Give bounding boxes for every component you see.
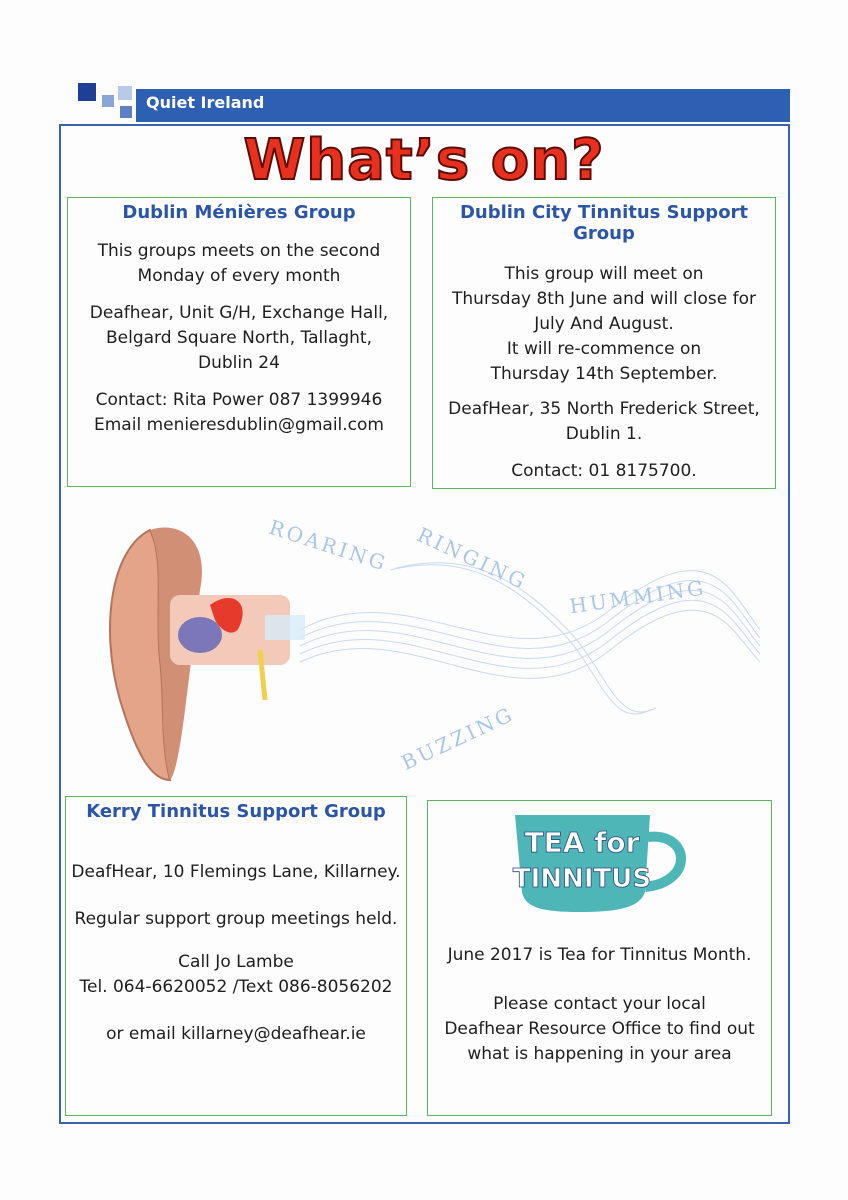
word-roaring: ROARING [266, 514, 391, 576]
text-line: Please contact your local [493, 994, 706, 1014]
text-line: It will re-commence on [506, 339, 702, 359]
eardrum [265, 615, 305, 640]
meetings-line: Regular support group meetings held. [74, 909, 398, 929]
text-line: what is happening in your area [467, 1044, 732, 1064]
contact-line: Contact: Rita Power 087 1399946 [95, 390, 383, 410]
address-line: DeafHear, 10 Flemings Lane, Killarney. [71, 862, 401, 882]
tea-logo-line1: TEA for [524, 826, 639, 859]
header-title: Quiet Ireland [146, 93, 265, 112]
text-line: Deafhear Resource Office to find out [444, 1019, 755, 1039]
email-line: Email menieresdublin@gmail.com [94, 415, 384, 435]
address-line: Belgard Square North, Tallaght, [105, 328, 373, 348]
menieres-title: Dublin Ménières Group [122, 202, 356, 223]
text-line: This groups meets on the second [97, 241, 381, 261]
decor-square [78, 83, 96, 101]
cochlea [178, 617, 222, 653]
word-humming: HUMMING [567, 575, 708, 619]
address-line: DeafHear, 35 North Frederick Street, [448, 399, 760, 419]
ear-illustration [90, 510, 770, 800]
call-line: Call Jo Lambe [178, 952, 294, 972]
address-line: Dublin 24 [198, 353, 280, 373]
tea-logo-line2: TINNITUS [512, 864, 651, 894]
decor-square [120, 106, 132, 118]
dublin-tinnitus-title: Dublin City Tinnitus Support Group [459, 202, 749, 244]
tea-for-tinnitus-box [427, 800, 772, 1116]
text-line: July And August. [534, 314, 674, 334]
decor-square [102, 95, 114, 107]
tea-month-line: June 2017 is Tea for Tinnitus Month. [447, 945, 752, 965]
address-line: Deafhear, Unit G/H, Exchange Hall, [89, 303, 389, 323]
decor-square [118, 86, 132, 100]
text-line: Thursday 14th September. [490, 364, 718, 384]
kerry-group-box [65, 796, 407, 1116]
text-line: Thursday 8th June and will close for [452, 289, 756, 309]
contact-line: Contact: 01 8175700. [511, 461, 697, 481]
text-line: Monday of every month [137, 266, 341, 286]
word-buzzing: BUZZING [397, 701, 519, 775]
text-line: This group will meet on [504, 264, 704, 284]
menieres-group-box [67, 197, 411, 487]
word-ringing: RINGING [413, 522, 532, 595]
address-line: Dublin 1. [565, 424, 643, 444]
tea-cup-logo [500, 807, 700, 917]
kerry-title: Kerry Tinnitus Support Group [86, 801, 386, 822]
email-line: or email killarney@deafhear.ie [106, 1024, 366, 1044]
phone-line: Tel. 064-6620052 /Text 086-8056202 [79, 977, 393, 997]
page-title: What’s on? [243, 128, 605, 193]
dublin-tinnitus-box [432, 197, 776, 489]
